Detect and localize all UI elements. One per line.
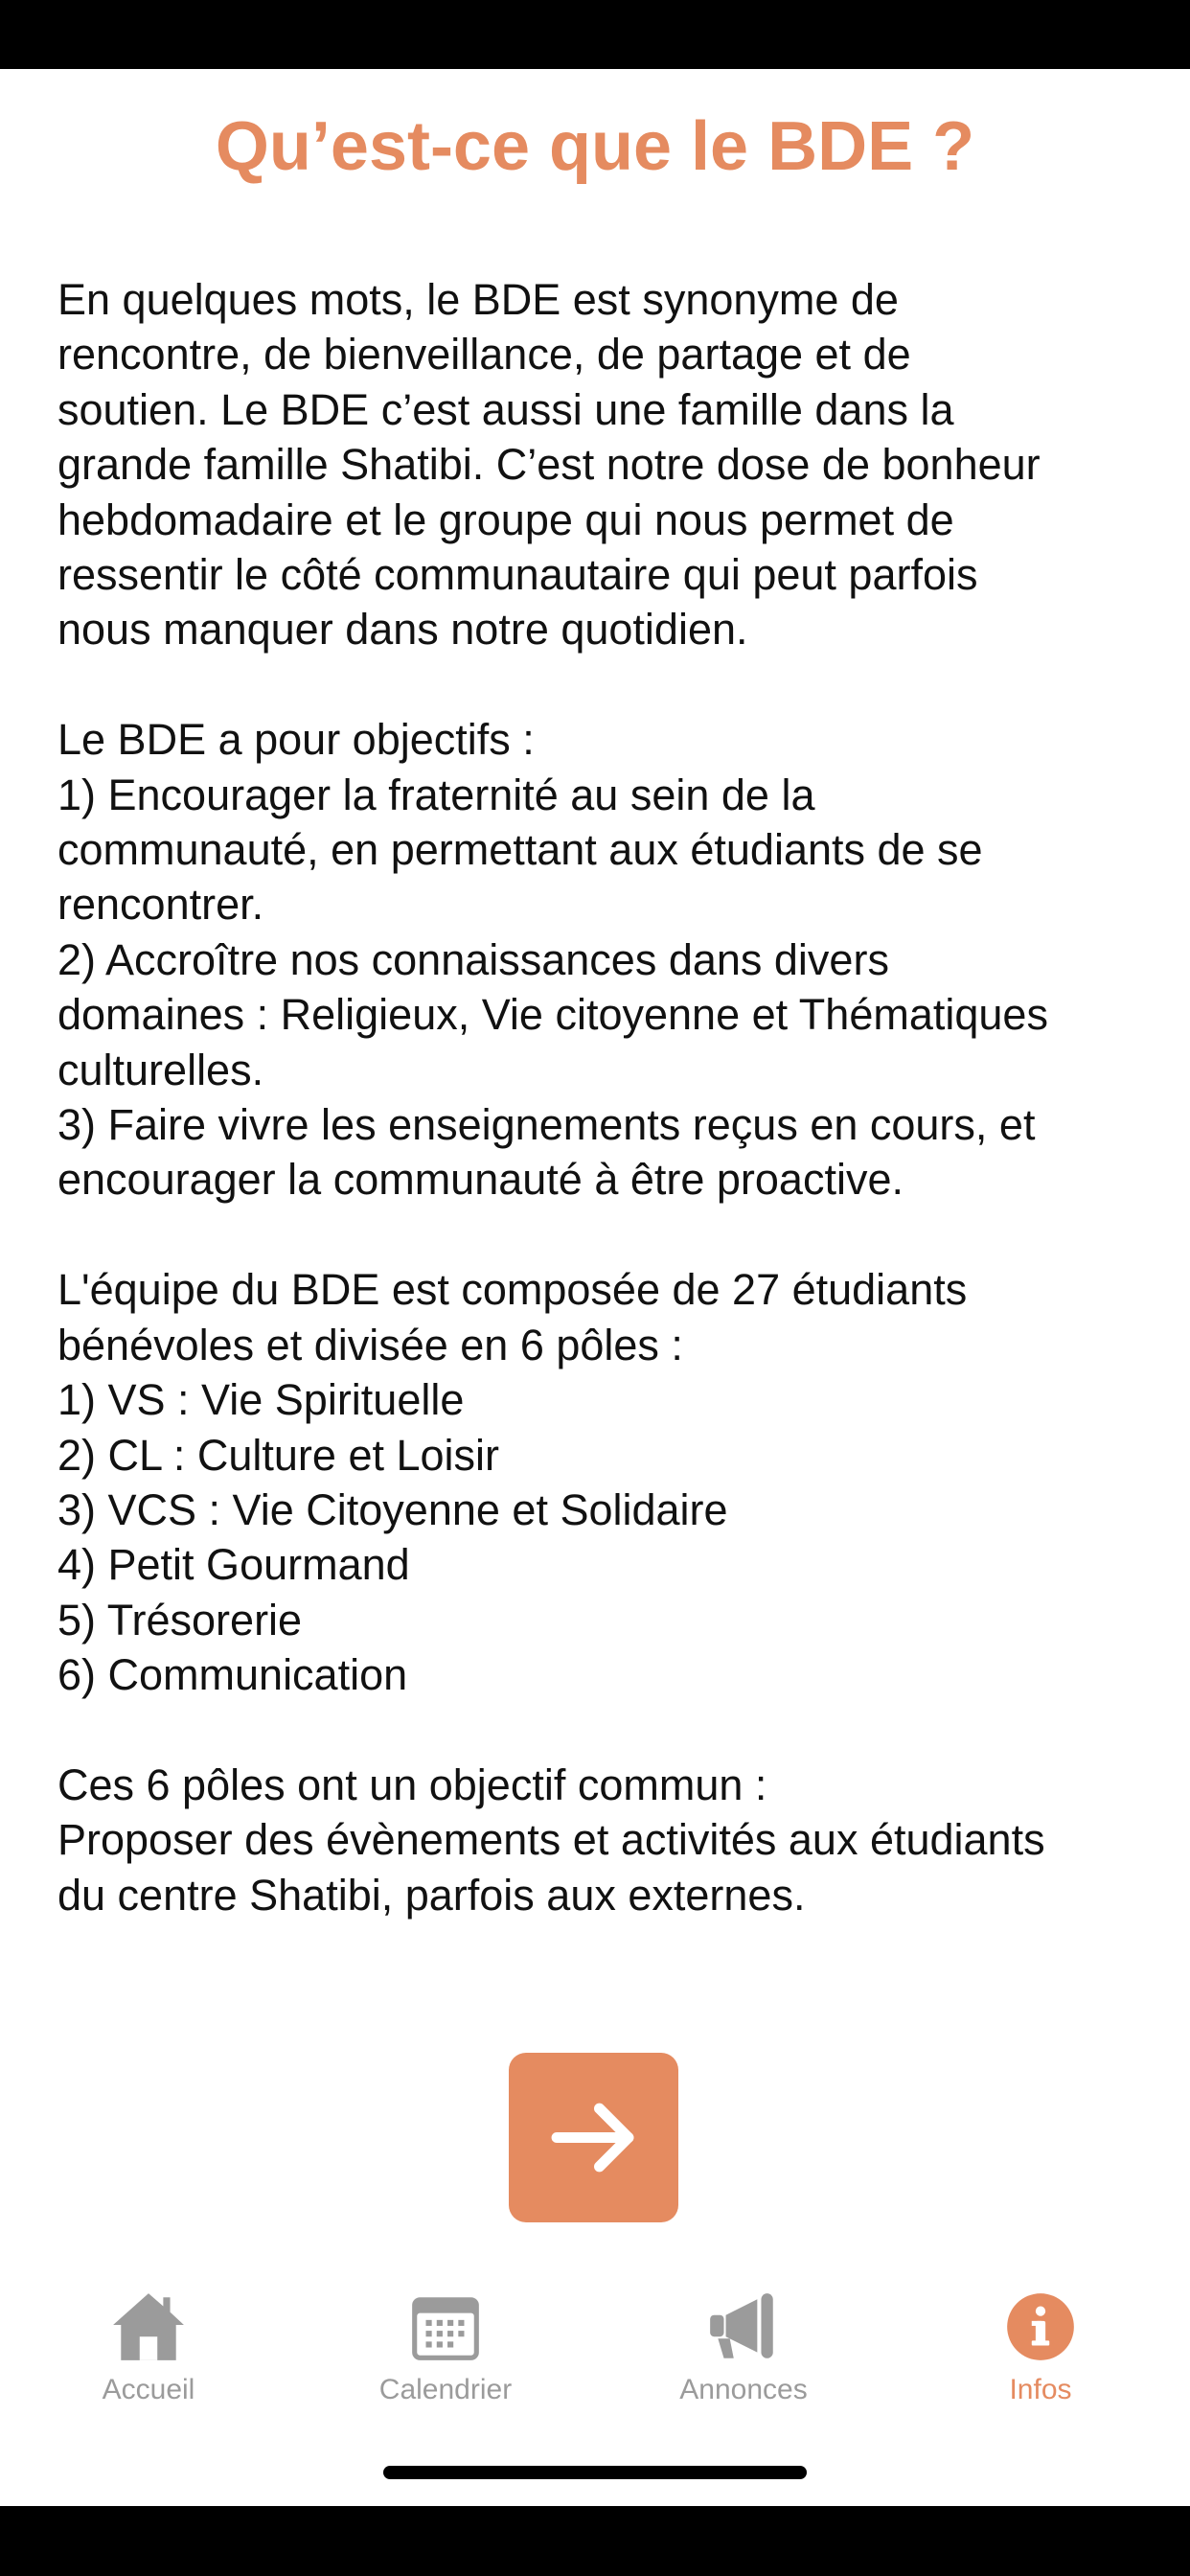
tab-calendrier[interactable]	[297, 2278, 594, 2431]
screen	[0, 69, 1190, 2506]
text-line: ressentir le côté communautaire qui peut parfois	[57, 550, 978, 600]
text-line: bénévoles et divisée en 6 pôles :	[57, 1320, 683, 1369]
home-icon	[109, 2288, 188, 2366]
next-button[interactable]	[509, 2053, 678, 2222]
text-line: domaines : Religieux, Vie citoyenne et Thématiques	[57, 990, 1048, 1040]
text-line: 2) Accroître nos connaissances dans divers	[57, 934, 889, 984]
text-line: du centre Shatibi, parfois aux externes.	[57, 1870, 806, 1920]
arrow-right-icon	[545, 2089, 642, 2186]
info-text	[57, 272, 1150, 1978]
text-line: Le BDE a pour objectifs :	[57, 715, 535, 765]
info-icon	[1001, 2288, 1080, 2366]
text-line: rencontrer.	[57, 880, 264, 930]
paragraph-common-goal	[57, 1758, 1150, 1922]
home-indicator[interactable]	[383, 2466, 807, 2479]
text-line: 2) CL : Culture et Loisir	[57, 1430, 500, 1480]
text-line: 5) Trésorerie	[57, 1595, 303, 1644]
calendar-icon	[406, 2288, 485, 2366]
tab-annonces[interactable]	[595, 2278, 892, 2431]
text-line: 3) VCS : Vie Citoyenne et Solidaire	[57, 1484, 728, 1534]
tab-label: Calendrier	[378, 2374, 513, 2405]
tab-accueil[interactable]	[0, 2278, 297, 2431]
text-line: rencontre, de bienveillance, de partage et de	[57, 330, 911, 380]
text-line: soutien. Le BDE c’est aussi une famille dans la	[57, 384, 954, 434]
megaphone-icon	[704, 2288, 783, 2366]
tab-infos[interactable]	[892, 2278, 1189, 2431]
paragraph-intro	[57, 272, 1150, 657]
text-line: grande famille Shatibi. C’est notre dose de bonheur	[57, 440, 1041, 490]
tab-label: Accueil	[102, 2374, 195, 2405]
paragraph-objectives	[57, 712, 1150, 1208]
text-line: Ces 6 pôles ont un objectif commun :	[57, 1760, 767, 1809]
text-line: 6) Communication	[57, 1650, 408, 1700]
text-line: 1) Encourager la fraternité au sein de la	[57, 770, 815, 819]
text-line: nous manquer dans notre quotidien.	[57, 605, 748, 655]
text-line: En quelques mots, le BDE est synonyme de	[57, 275, 899, 324]
text-line: 1) VS : Vie Spirituelle	[57, 1375, 465, 1425]
paragraph-team	[57, 1262, 1150, 1702]
text-line: 4) Petit Gourmand	[57, 1540, 410, 1590]
text-line: Proposer des évènements et activités aux étudiants	[57, 1815, 1045, 1865]
text-line: communauté, en permettant aux étudiants de se	[57, 825, 983, 875]
page-title: Qu’est-ce que le BDE ?	[215, 108, 975, 185]
text-line: encourager la communauté à être proactive.	[57, 1155, 904, 1205]
text-line: L'équipe du BDE est composée de 27 étudiants	[57, 1265, 968, 1315]
tab-label: Annonces	[679, 2374, 808, 2405]
text-line: 3) Faire vivre les enseignements reçus en cours, et	[57, 1100, 1036, 1150]
text-line: culturelles.	[57, 1045, 264, 1094]
tab-bar	[0, 2278, 1190, 2431]
text-line: hebdomadaire et le groupe qui nous permet de	[57, 494, 954, 544]
tab-label: Infos	[1009, 2374, 1072, 2405]
